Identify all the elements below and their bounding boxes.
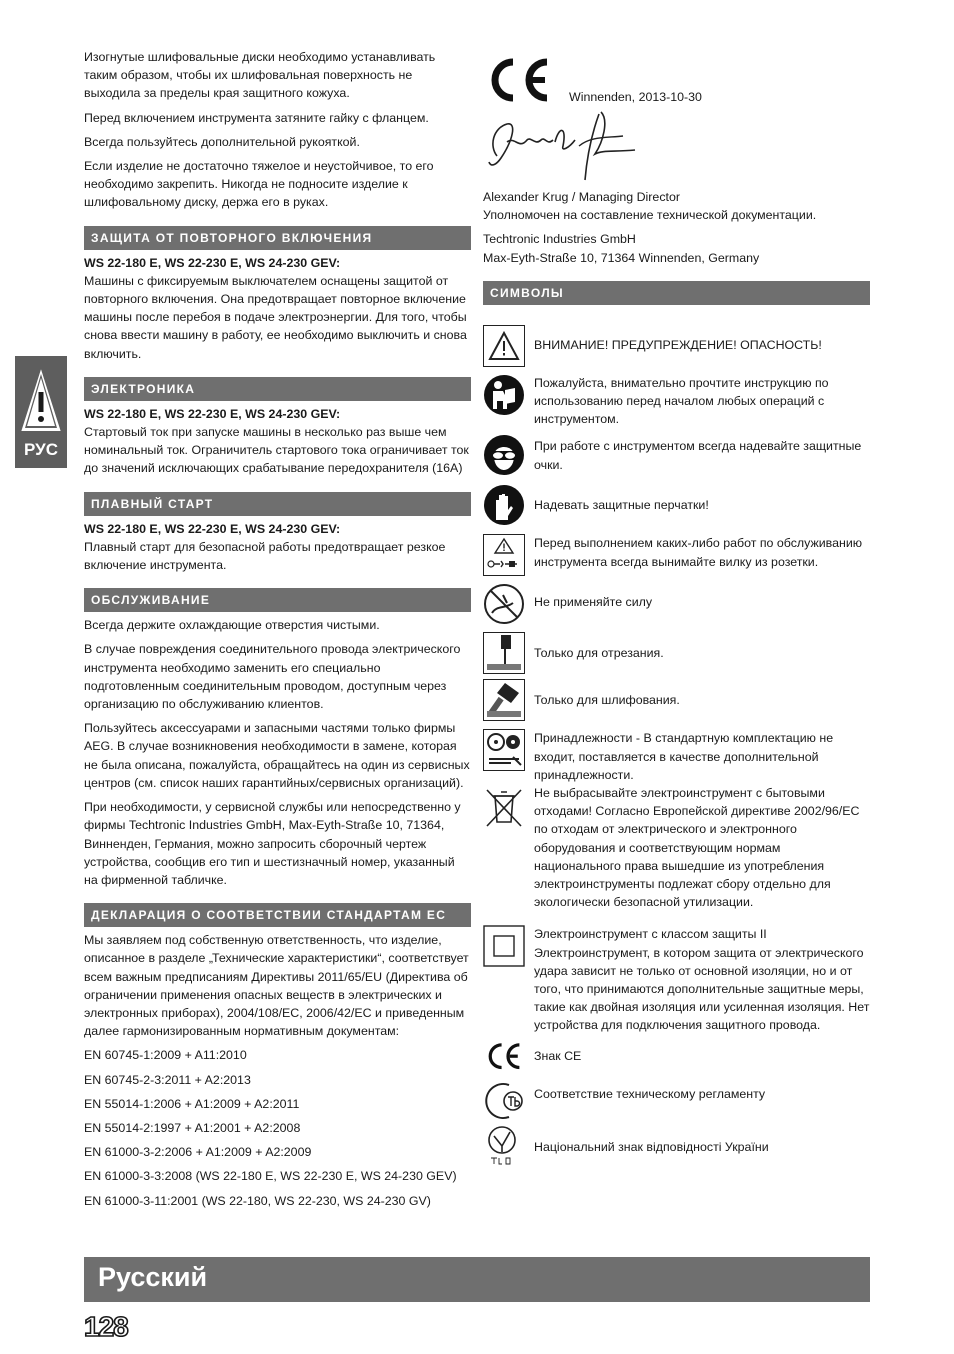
symbol-row xyxy=(483,679,870,721)
models-label: WS 22-180 E, WS 22-230 E, WS 24-230 GEV: xyxy=(84,406,341,421)
declaration-text: Мы заявляем под собственную ответственность, что изделие, описанное в разделе „Технические характеристики“, соответствует всем важным предписаниям Директивы 2011/65/EU (Директива об ограничении применения опасных веществ в электрических и электронных приборах), 2004/108/EC, 2006/42/EC и приведенным далее гармонизированным нормативным документам: xyxy=(84,933,469,1039)
cutting-only-icon xyxy=(483,632,525,674)
crossed-bin-icon xyxy=(483,784,525,830)
symbol-row xyxy=(483,632,870,674)
symbol-row xyxy=(483,925,870,1034)
authorization-note: Уполномочен на составление технической документации. xyxy=(483,208,817,223)
symbol-text: Знак CE xyxy=(534,1048,582,1063)
company-name: Techtronic Industries GmbH xyxy=(483,232,636,247)
symbol-text: Только для отрезания. xyxy=(534,646,664,661)
symbol-row xyxy=(483,325,870,367)
section-heading-electronics: ЭЛЕКТРОНИКА xyxy=(84,377,471,401)
symbol-text: При работе с инструментом всегда надевайте защитные очки. xyxy=(534,439,862,472)
symbol-text: Пожалуйста, внимательно прочтите инструкцию по использованию перед началом любых операций с инструментом. xyxy=(534,375,829,427)
no-force-icon xyxy=(483,583,525,625)
symbol-row xyxy=(483,583,870,625)
maintenance-paragraph: В случае повреждения соединительного провода электрического инструмента необходимо заменить его специально подготовленным соединительным проводом, доступным через организацию по обслуживанию клиентов. xyxy=(84,642,461,712)
warning-triangle-icon xyxy=(483,325,525,367)
section-heading-maintenance: ОБСЛУЖИВАНИЕ xyxy=(84,588,471,612)
maintenance-paragraph: При необходимости, у сервисной службы или непосредственно у фирмы Techtronic Industries GmbH, Max-Eyth-Straße 10, 71364, Винненден, Германия, можно запросить сборочный чертеж устройства, сообщив его тип и шестизначный номер, указанный на фирменной табличке. xyxy=(84,800,461,887)
maintenance-paragraph: Всегда держите охлаждающие отверстия чистыми. xyxy=(84,618,380,633)
standard-item: EN 61000-3-11:2001 (WS 22-180, WS 22-230, WS 24-230 GV) xyxy=(84,1193,431,1208)
restart-text: Машины с фиксируемым выключателем оснащены защитой от повторного включения. Она предотвращает повторное включение машины после перебоя в подаче электроэнергии. Для того, чтобы снова ввести машину в работу, ее необходимо выключить и снова включить. xyxy=(84,273,467,361)
soft-start-text: Плавный старт для безопасной работы предотвращает резкое включение инструмента. xyxy=(84,539,446,573)
language-side-tab xyxy=(15,356,67,468)
standard-item: EN 60745-2-3:2011 + A2:2013 xyxy=(84,1072,251,1087)
electronics-text: Стартовый ток при запуске машины в несколько раз выше чем номинальный ток. Ограничитель стартового тока ограничивает ток до значений исключающих срабатывание передохранителя (16А) xyxy=(84,425,469,476)
symbol-text: Національний знак відповідності України xyxy=(534,1139,769,1154)
intro-paragraph: Всегда пользуйтесь дополнительной рукояткой. xyxy=(84,134,360,149)
signer-name: Alexander Krug / Managing Director xyxy=(483,190,680,204)
symbol-row xyxy=(483,1080,870,1122)
safety-goggles-icon xyxy=(483,434,525,476)
standard-item: EN 55014-2:1997 + A1:2001 + A2:2008 xyxy=(84,1120,301,1135)
models-label: WS 22-180 E, WS 22-230 E, WS 24-230 GEV: xyxy=(84,255,341,270)
company-address: Max-Eyth-Straße 10, 71364 Winnenden, Germany xyxy=(483,250,760,265)
standard-item: EN 55014-1:2006 + A1:2009 + A2:2011 xyxy=(84,1096,300,1111)
standards-list xyxy=(84,1046,471,1209)
section-heading-declaration: ДЕКЛАРАЦИЯ О СООТВЕТСТВИИ СТАНДАРТАМ ЕС xyxy=(84,903,471,927)
symbol-row xyxy=(483,534,870,576)
right-column xyxy=(483,48,870,1166)
symbol-text: Перед выполнением каких-либо работ по обслуживанию инструмента всегда вынимайте вилку из розетки. xyxy=(534,536,863,569)
place-date: Winnenden, 2013-10-30 xyxy=(569,90,702,104)
gloves-icon xyxy=(483,484,525,526)
symbol-row xyxy=(483,1040,870,1074)
signature-image xyxy=(483,106,653,186)
left-column xyxy=(84,48,471,1216)
symbol-text: Не применяйте силу xyxy=(534,595,653,610)
intro-paragraph: Если изделие не достаточно тяжелое и неустойчивое, то его необходимо закрепить. Никогда не подносите изделие к шлифовальному диску, держа его в руках. xyxy=(84,159,434,210)
intro-paragraph: Изогнутые шлифовальные диски необходимо устанавливать таким образом, чтобы их шлифовальная поверхность не выходила за пределы края защитного кожуха. xyxy=(84,50,436,101)
class-ii-icon xyxy=(483,925,525,967)
models-label: WS 22-180 E, WS 22-230 E, WS 24-230 GEV: xyxy=(84,521,341,536)
symbol-text: Принадлежности - В стандартную комплектацию не входит, поставляется в качестве дополнительной принадлежности. xyxy=(534,731,834,782)
symbol-text: Только для шлифования. xyxy=(534,693,680,708)
standard-item: EN 61000-3-3:2008 (WS 22-180 E, WS 22-230 E, WS 24-230 GEV) xyxy=(84,1169,457,1184)
standard-item: EN 61000-3-2:2006 + A1:2009 + A2:2009 xyxy=(84,1145,312,1160)
language-code: РУС xyxy=(24,440,58,459)
intro-paragraph: Перед включением инструмента затяните гайку с фланцем. xyxy=(84,110,429,125)
accessory-icon xyxy=(483,729,525,771)
symbol-row xyxy=(483,1124,870,1166)
symbol-row xyxy=(483,374,870,429)
footer-language-bar xyxy=(84,1257,870,1302)
ce-mark-icon xyxy=(483,1040,525,1074)
page-number: 128 xyxy=(84,1311,128,1342)
symbol-row xyxy=(483,484,870,526)
section-heading-symbols: СИМВОЛЫ xyxy=(483,281,870,305)
symbol-row xyxy=(483,729,870,784)
symbol-text: Электроинструмент с классом защиты II Электроинструмент, в котором защита от электрического удара зависит не только от основной изоляции, но и от того, что принимаются дополнительные защитные меры, такие как двойная изоляция или усиленная изоляция. Нет устройства для подключения защитного провода. xyxy=(534,927,870,1033)
section-heading-restart-protection: ЗАЩИТА ОТ ПОВТОРНОГО ВКЛЮЧЕНИЯ xyxy=(84,226,471,250)
symbol-text: Соответствие техническому регламенту xyxy=(534,1086,766,1101)
symbol-text: ВНИМАНИЕ! ПРЕДУПРЕЖДЕНИЕ! ОПАСНОСТЬ! xyxy=(534,337,822,352)
symbol-text: Надевать защитные перчатки! xyxy=(534,498,709,513)
section-heading-soft-start: ПЛАВНЫЙ СТАРТ xyxy=(84,492,471,516)
unplug-icon xyxy=(483,534,525,576)
ce-mark-icon xyxy=(485,56,551,104)
ukraine-mark-icon xyxy=(483,1124,525,1166)
read-manual-icon xyxy=(483,374,525,416)
standard-item: EN 60745-1:2009 + A11:2010 xyxy=(84,1048,247,1063)
warning-triangle-icon xyxy=(18,362,64,438)
ce-signature-block xyxy=(483,48,870,188)
ctp-mark-icon xyxy=(483,1080,525,1122)
grinding-only-icon xyxy=(483,679,525,721)
symbol-row xyxy=(483,784,870,911)
footer-language-label: Русский xyxy=(98,1262,208,1292)
symbol-text: Не выбрасывайте электроинструмент с бытовыми отходами! Согласно Европейской директиве 2002/96/ЕС по отходам от электрического и электронного оборудования и соответствующим нормам национального права вышедшие из употребления электроинструменты подлежат сбору отдельно для экологически безопасной утилизации. xyxy=(534,786,860,910)
symbol-row xyxy=(483,434,870,476)
maintenance-paragraph: Пользуйтесь аксессуарами и запасными частями только фирмы AEG. В случае возникновения необходимости в замене, которая не была описана, пожалуйста, обращайтесь на один из сервисных центров (см. список наших гарантийных/сервисных организаций). xyxy=(84,721,470,790)
